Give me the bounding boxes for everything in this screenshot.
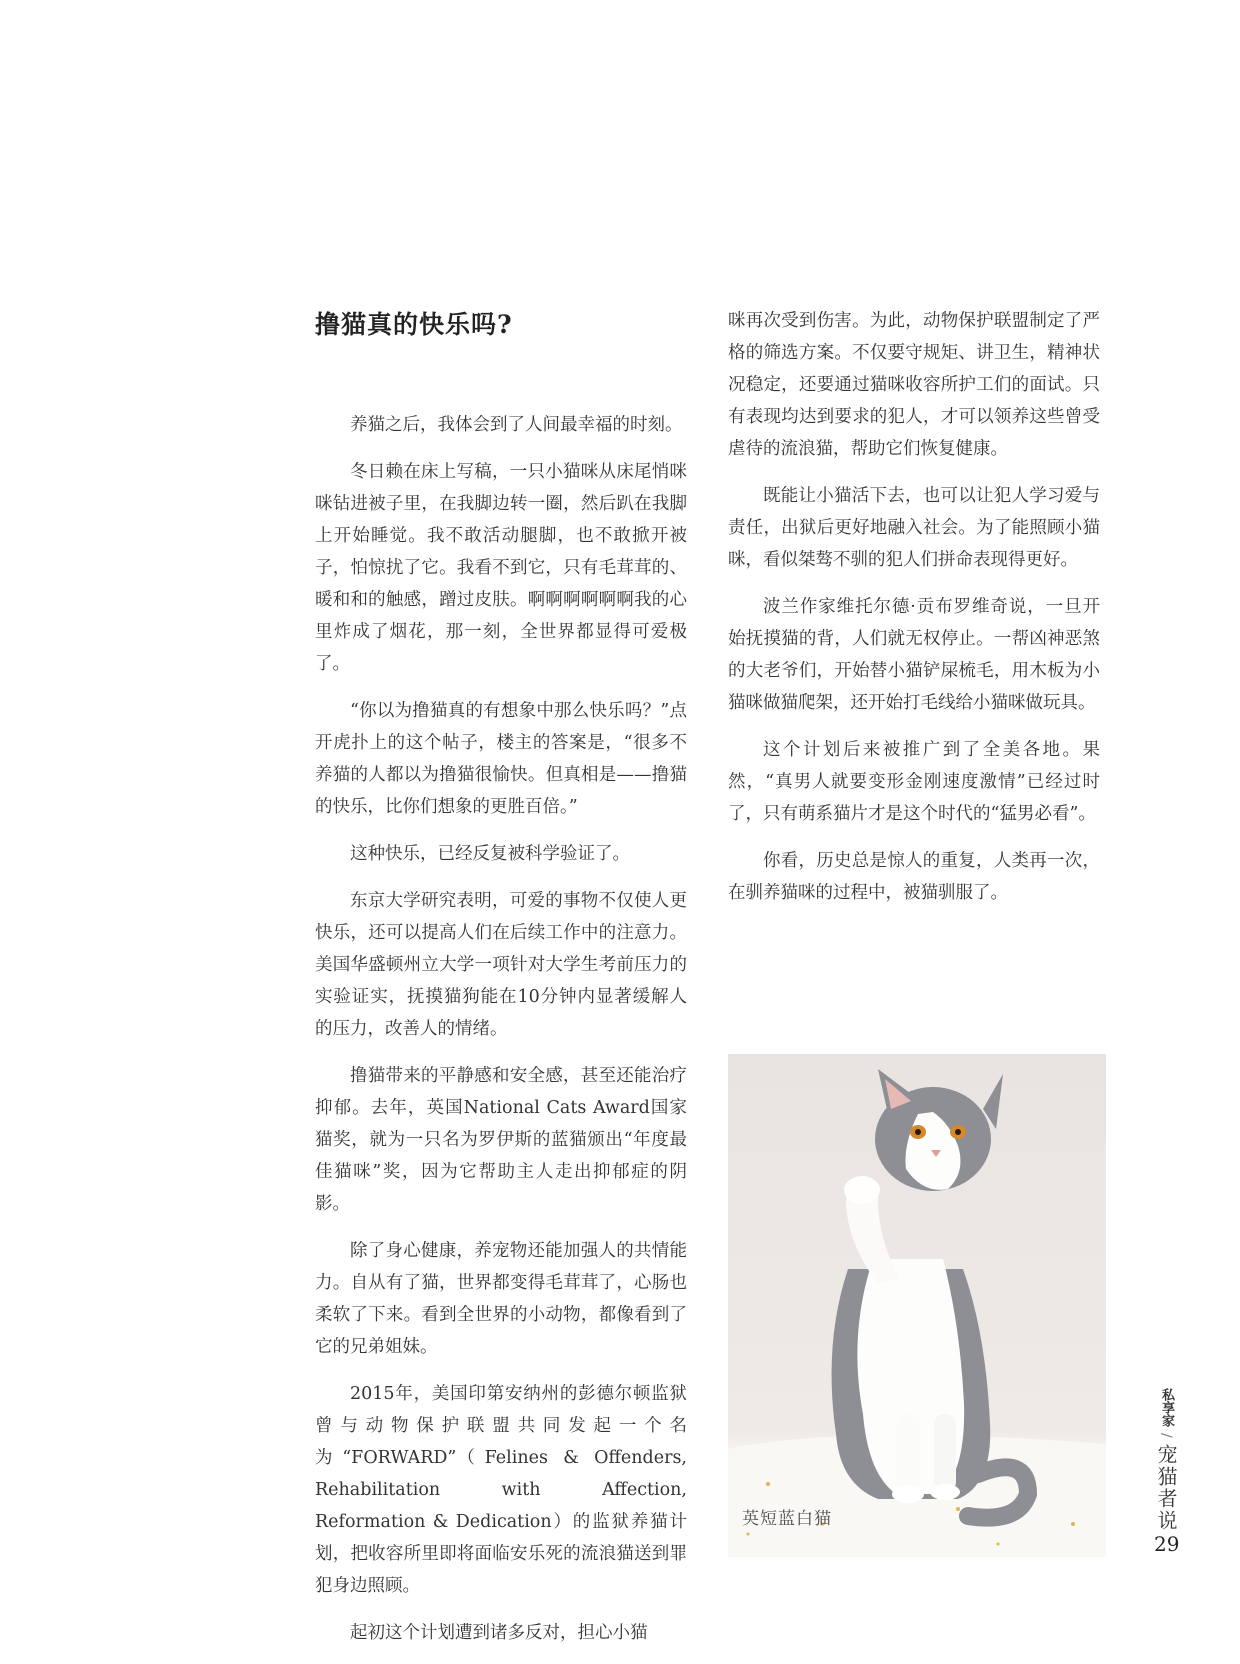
paragraph: 这种快乐，已经反复被科学验证了。 bbox=[350, 844, 630, 864]
paragraph: 撸猫带来的平静感和安全感，甚至还能治疗抑郁。去年，英国National Cats Award国家猫奖，就为一只名为罗伊斯的蓝猫颁出“年度最佳猫咪”奖，因为它帮助主人走出抑郁症的阴影。 bbox=[315, 1066, 687, 1214]
paragraph: 2015年，美国印第安纳州的彭德尔顿监狱曾与动物保护联盟共同发起一个名为“FORWARD”（Felines & Offenders, Rehabilitation with Affection, Reformation & Dedication）的监狱养猫计划，把收容所里即将面临安乐死的流浪猫送到罪犯身边照顾。 bbox=[315, 1384, 687, 1596]
separator: / bbox=[1158, 1433, 1174, 1438]
right-column bbox=[728, 305, 1100, 924]
left-column bbox=[315, 305, 687, 1664]
paragraph-continuation: 咪再次受到伤害。为此，动物保护联盟制定了严格的筛选方案。不仅要守规矩、讲卫生，精神状况稳定，还要通过猫咪收容所护工们的面试。只有表现均达到要求的犯人，才可以领养这些曾受虐待的流浪猫，帮助它们恢复健康。 bbox=[728, 311, 1100, 459]
paragraph: 既能让小猫活下去，也可以让犯人学习爱与责任，出狱后更好地融入社会。为了能照顾小猫咪，看似桀骜不驯的犯人们拼命表现得更好。 bbox=[728, 486, 1100, 570]
paragraph: “你以为撸猫真的有想象中那么快乐吗？”点开虎扑上的这个帖子，楼主的答案是，“很多不养猫的人都以为撸猫很愉快。但真相是——撸猫的快乐，比你们想象的更胜百倍。” bbox=[315, 701, 687, 817]
cat-photo-icon bbox=[728, 1054, 1106, 1557]
paragraph: 起初这个计划遭到诸多反对，担心小猫 bbox=[350, 1623, 648, 1643]
paragraph: 你看，历史总是惊人的重复，人类再一次，在驯养猫咪的过程中，被猫驯服了。 bbox=[728, 851, 1100, 903]
paragraph: 波兰作家维托尔德·贡布罗维奇说，一旦开始抚摸猫的背，人们就无权停止。一帮凶神恶煞的大老爷们，开始替小猫铲屎梳毛，用木板为小猫咪做猫爬架，还开始打毛线给小猫咪做玩具。 bbox=[728, 597, 1100, 713]
section-name: 宠猫者说 bbox=[1154, 1443, 1178, 1532]
section-label bbox=[1154, 1388, 1178, 1532]
cat-photo bbox=[728, 1054, 1106, 1557]
paragraph: 除了身心健康，养宠物还能加强人的共情能力。自从有了猫，世界都变得毛茸茸了，心肠也柔软了下来。看到全世界的小动物，都像看到了它的兄弟姐妹。 bbox=[315, 1241, 687, 1357]
paragraph: 冬日赖在床上写稿，一只小猫咪从床尾悄咪咪钻进被子里，在我脚边转一圈，然后趴在我脚上开始睡觉。我不敢活动腿脚，也不敢掀开被子，怕惊扰了它。我看不到它，只有毛茸茸的、暖和和的触感，蹭过皮肤。啊啊啊啊啊啊我的心里炸成了烟花，那一刻，全世界都显得可爱极了。 bbox=[315, 462, 687, 674]
photo-caption: 英短蓝白猫 bbox=[742, 1509, 832, 1529]
paragraph: 这个计划后来被推广到了全美各地。果然，“真男人就要变形金刚速度激情”已经过时了，只有萌系猫片才是这个时代的“猛男必看”。 bbox=[728, 740, 1100, 824]
page-number: 29 bbox=[1154, 1532, 1180, 1556]
paragraph: 养猫之后，我体会到了人间最幸福的时刻。 bbox=[350, 415, 683, 435]
brand-label: 私享家 bbox=[1159, 1388, 1174, 1427]
paragraph: 东京大学研究表明，可爱的事物不仅使人更快乐，还可以提高人们在后续工作中的注意力。美国华盛顿州立大学一项针对大学生考前压力的实验证实，抚摸猫狗能在10分钟内显著缓解人的压力，改善人的情绪。 bbox=[315, 891, 687, 1039]
article-title: 撸猫真的快乐吗? bbox=[315, 310, 513, 339]
